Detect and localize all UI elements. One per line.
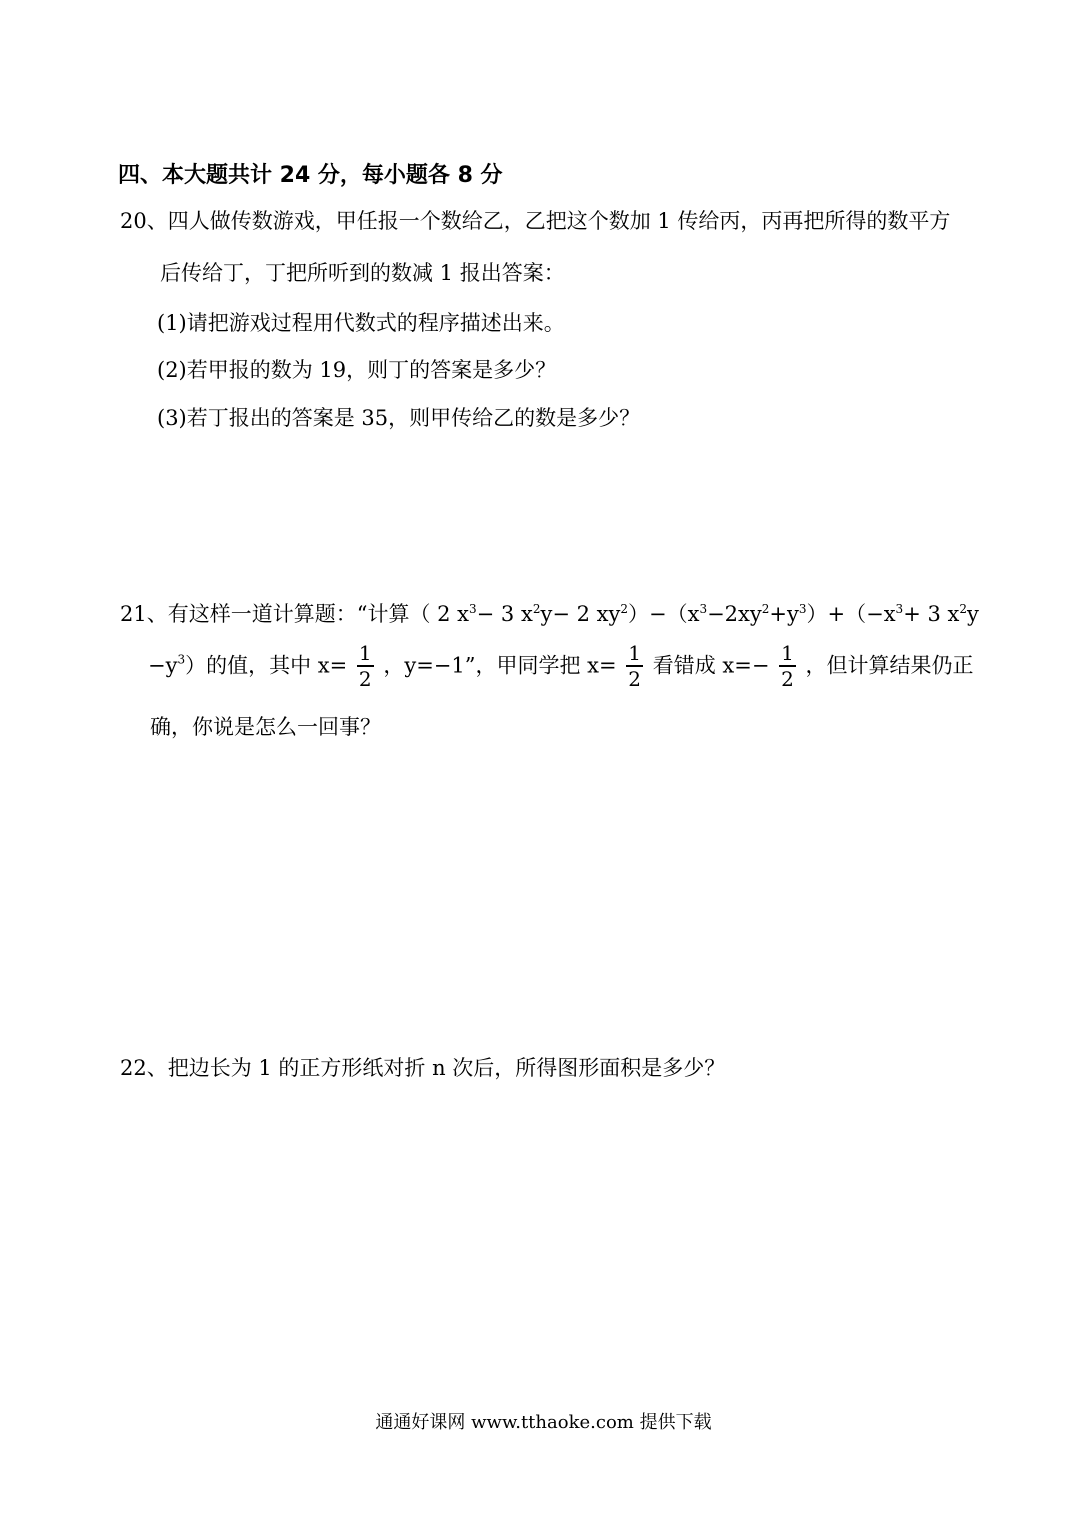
q20-sub1: (1)请把游戏过程用代数式的程序描述出来。 — [157, 311, 565, 335]
q21-line1: 21、有这样一道计算题：“计算（ 2 $x^3- 3$ $x^2y- 2$ $xy^2)-(x^3-2xy^2+y^3)+(-x^3+ 3$ $x^2y$ — [120, 602, 979, 626]
footer-credit: 通通好课网 www.tthaoke.com 提供下载 — [375, 1412, 712, 1433]
q20-line2: 后传给丁，丁把所听到的数减 1 报出答案： — [160, 261, 565, 285]
q21-line3: 确，你说是怎么一回事？ — [150, 715, 381, 739]
q20-line1: 20、四人做传数游戏，甲任报一个数给乙，乙把这个数加 1 传给丙，丙再把所得的数平方 — [120, 209, 951, 233]
fraction-one-half: $\frac{1}{2}$ — [628, 641, 642, 691]
fraction-one-half: $\frac{1}{2}$ — [781, 641, 794, 691]
q20-sub2: (2)若甲报的数为 19，则丁的答案是多少？ — [157, 358, 557, 382]
q21-line2: $-y^3$）的值，其中 x= $\frac{1}{2}$ ，y=−1”，甲同学把 x= $\frac{1}{2}$ 看错成 x=− $\frac{1}{2}$ ，但计算结果仍正 — [148, 641, 974, 691]
fraction-one-half: $\frac{1}{2}$ — [358, 641, 372, 691]
section-heading: 四、本大题共计 24 分，每小题各 8 分 — [118, 163, 503, 188]
q20-sub3: (3)若丁报出的答案是 35，则甲传给乙的数是多少？ — [157, 406, 641, 430]
q22-line1: 22、把边长为 1 的正方形纸对折 n 次后，所得图形面积是多少？ — [120, 1056, 726, 1080]
